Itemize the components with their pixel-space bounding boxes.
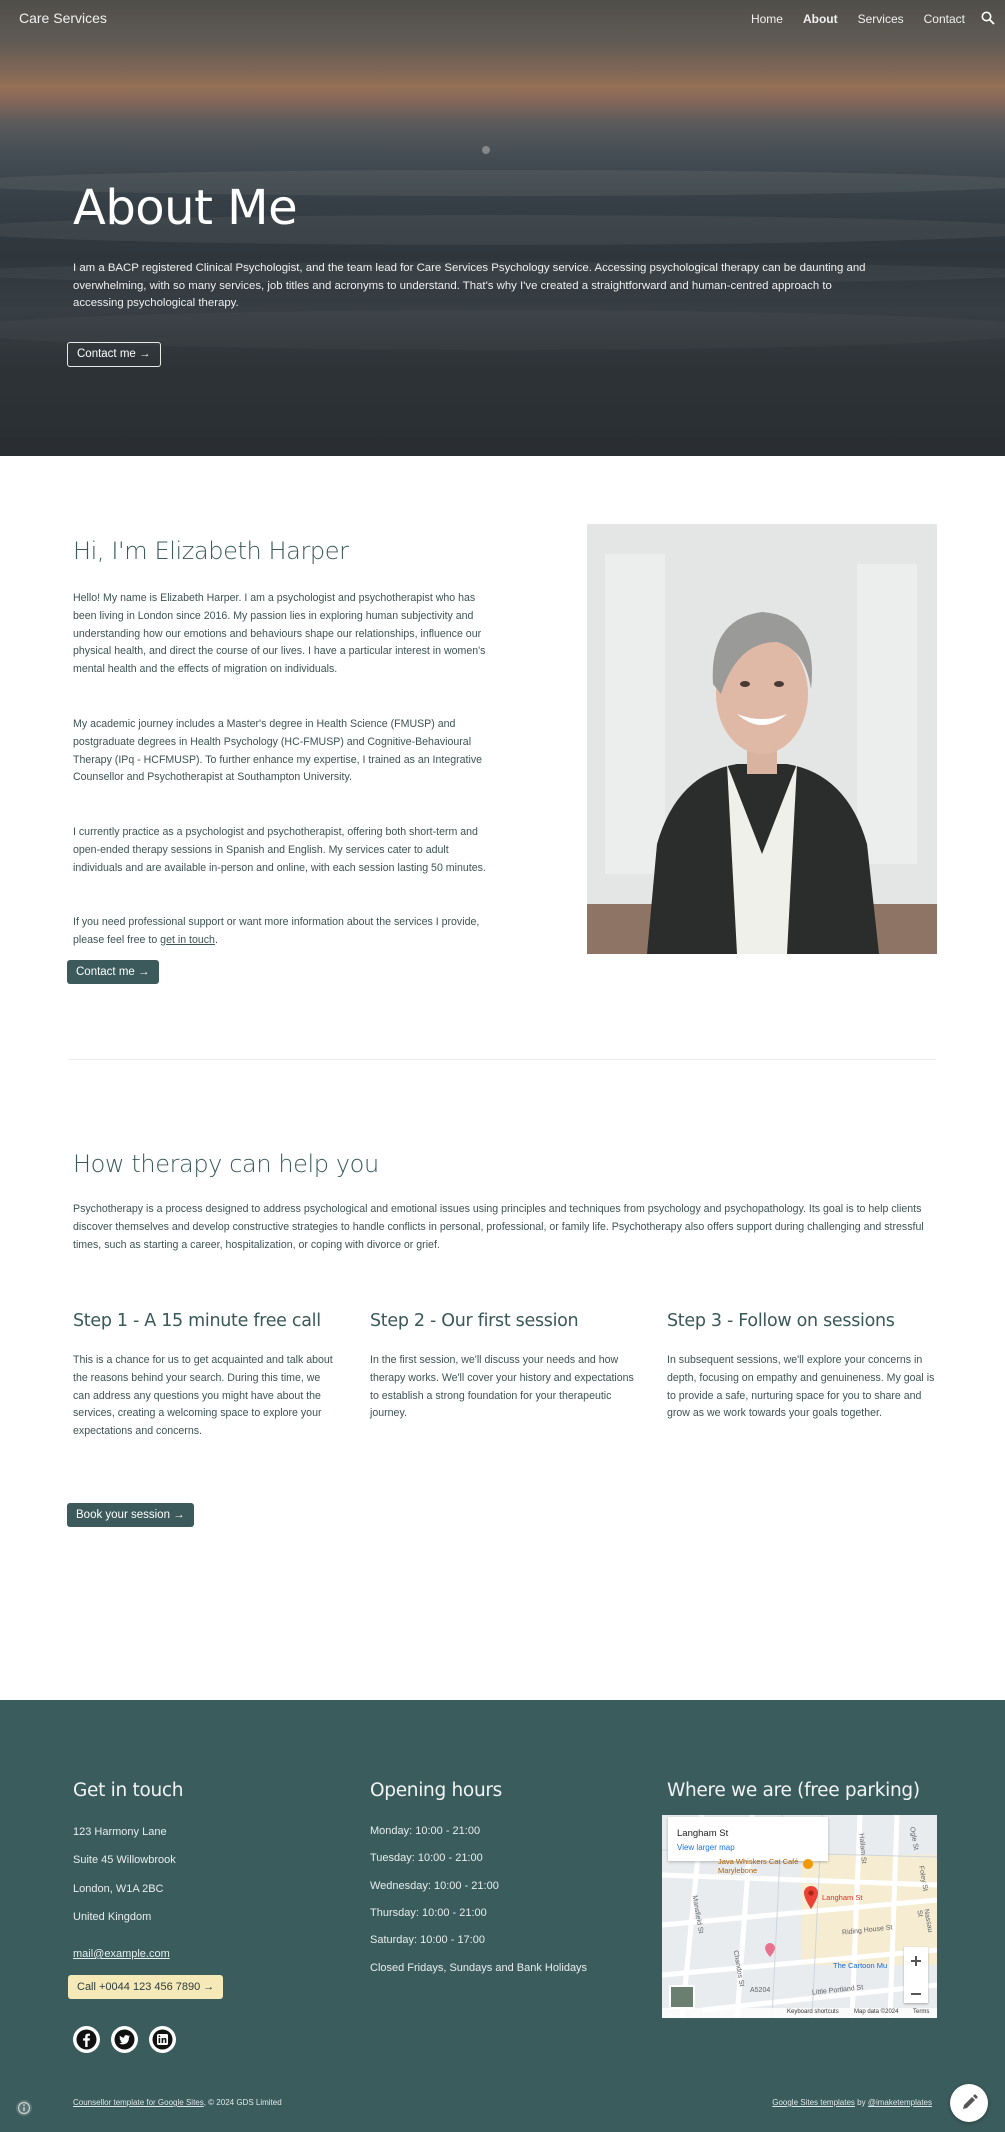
about-text: If you need professional support or want more information about the services I provide, please feel free to [73,916,480,946]
hours-line: Monday: 10:00 - 21:00 [370,1825,481,1837]
about-paragraph: Hello! My name is Elizabeth Harper. I am a psychologist and psychotherapist who has been living in London since 2016. My passion lies in exploring human subjectivity and understanding how our emotions and behaviours shape our relationships, influence our physical health, and direct the course of our lives. I have a particular interest in women's mental health and the effects of migration on individuals. [73,592,486,676]
satellite-toggle[interactable] [669,1985,695,2009]
address-line: London, W1A 2BC [73,1883,164,1895]
map-data-text: Map data ©2024 [854,2009,899,2015]
email-link[interactable]: mail@example.com [73,1948,170,1960]
map-label-street: Foley St [917,1865,929,1892]
location-pin-icon [803,1885,819,1909]
pencil-icon [950,2084,988,2122]
zoom-out-icon[interactable] [904,1980,928,2008]
hours-line: Tuesday: 10:00 - 21:00 [370,1852,483,1864]
map-label-langham: Langham St [822,1893,863,1902]
hero-title: About Me [73,180,298,236]
terms-link[interactable]: Terms [913,2009,930,2015]
linkedin-icon[interactable] [149,2026,176,2053]
by-text: by [854,2098,868,2107]
nav-about[interactable]: About [802,12,838,26]
map-label-road: A5204 [750,1987,771,1994]
book-session-button[interactable]: Book your session → [67,1503,194,1527]
hours-title: Opening hours [370,1780,503,1801]
map-label-street: Chandos St [731,1949,745,1988]
keyboard-shortcuts-link[interactable]: Keyboard shortcuts [787,2009,839,2015]
get-in-touch-link[interactable]: get in touch [160,933,215,946]
main-nav [751,12,965,26]
step-2-title: Step 2 - Our first session [370,1311,579,1331]
nav-home[interactable]: Home [750,12,783,26]
embedded-map[interactable] [662,1815,937,2018]
hero-text: I am a BACP registered Clinical Psychologist, and the team lead for Care Services Psychology service. Accessing psychological therapy can be daunting and overwhelming, with so many services, job titles and acronyms to understand. That's why I've created a straightforward and human-centred approach to accessing psychological therapy. [73,262,866,310]
zoom-in-icon[interactable] [904,1947,928,1975]
section-divider [68,1059,936,1060]
map-label-street: Riding House St [841,1924,893,1937]
about-title: Hi, I'm Elizabeth Harper [73,537,349,565]
portrait-image [587,524,937,954]
step-1-title: Step 1 - A 15 minute free call [73,1311,321,1331]
about-paragraph [73,914,491,950]
address-line: 123 Harmony Lane [73,1826,167,1838]
template-link[interactable]: Counsellor template for Google Sites [73,2098,204,2107]
map-label-museum: The Cartoon Mu [833,1961,888,1970]
museum-pin-icon [764,1943,776,1957]
step-2-text: In the first session, we'll discuss your needs and how therapy works. We'll cover your history and expectations to establish a strong foundation for your therapeutic journey. [370,1354,634,1420]
footer-credit-right [772,2098,932,2107]
hours-line: Saturday: 10:00 - 17:00 [370,1934,485,1946]
top-bar [0,0,1005,38]
map-label-street: Ogle St [908,1826,920,1851]
about-text: . [214,933,218,946]
view-larger-map-link[interactable]: View larger map [677,1843,735,1852]
map-place-card [668,1817,828,1861]
step-1-text: This is a chance for us to get acquainted and talk about the reasons behind your search. During this time, we can address any questions you might have about the services, creating a welcoming space to explore your expectations and concerns. [73,1354,333,1438]
about-paragraph: My academic journey includes a Master's degree in Health Science (FMUSP) and postgraduate degrees in Health Psychology (HC-FMUSP) and Cognitive-Behavioural Therapy (IPq - HCFMUSP). To further enhance my expertise, I trained as an Integrative Counsellor and Psychotherapist at Southampton University. [73,718,483,784]
map-title: Where we are (free parking) [667,1780,920,1801]
edit-button[interactable] [950,2084,988,2122]
hero-contact-button[interactable]: Contact me → [67,342,161,367]
search-icon[interactable] [981,11,995,25]
map-zoom-controls [904,1947,928,2003]
footer-credit-left [73,2098,282,2107]
hero-section [0,0,1005,456]
therapy-text: Psychotherapy is a process designed to address psychological and emotional issues using principles and techniques from psychology and psychopathology. Its goal is to help clients discover themselves and develop constructive strategies to handle conflicts in personal, professional, or family life. Psychotherapy also offers support during challenging and stressful times, such as starting a career, hospitalization, or coping with divorce or grief. [73,1203,924,1251]
step-3-text: In subsequent sessions, we'll explore your concerns in depth, focusing on empathy and genuineness. My goal is to provide a safe, nurturing space for you to share and grow as we work towards your goals together. [667,1354,935,1420]
address-line: Suite 45 Willowbrook [73,1854,176,1866]
map-label-street: Mansfield St [690,1894,705,1935]
step-3-title: Step 3 - Follow on sessions [667,1311,895,1331]
twitter-icon[interactable] [111,2026,138,2053]
address-line: United Kingdom [73,1911,152,1923]
imaketemplates-link[interactable]: @imaketemplates [867,2098,932,2107]
map-place-name: Langham St [677,1828,729,1839]
about-contact-button[interactable]: Contact me → [67,960,159,984]
map-attribution-bar [662,2008,937,2018]
copyright-text: , © 2024 GDS Limited [203,2098,282,2107]
call-button[interactable]: Call +0044 123 456 7890 → [68,1975,223,1999]
map-label-street: Nassau St [915,1908,934,1934]
hours-line: Thursday: 10:00 - 21:00 [370,1907,487,1919]
map-label-street: Little Portland St [811,1984,864,1997]
google-sites-templates-link[interactable]: Google Sites templates [772,2098,855,2107]
map-label-cafe: Java Whiskers Cat Café Marylebone [718,1857,799,1875]
map-label-street: Hallam St [857,1833,867,1864]
therapy-title: How therapy can help you [73,1150,379,1178]
cafe-pin-icon [802,1858,814,1870]
portrait-illustration [587,524,937,954]
facebook-icon[interactable] [73,2026,100,2053]
site-title[interactable]: Care Services [19,10,107,26]
nav-services[interactable]: Services [857,12,904,26]
nav-contact[interactable]: Contact [923,12,965,26]
hours-line: Wednesday: 10:00 - 21:00 [370,1880,499,1892]
info-icon[interactable] [16,2100,32,2116]
hours-line: Closed Fridays, Sundays and Bank Holidays [370,1962,588,1974]
about-paragraph: I currently practice as a psychologist and psychotherapist, offering both short-term and open-ended therapy sessions in Spanish and English. My services cater to adult individuals and are available in-person and online, with each session lasting 50 minutes. [73,826,486,874]
contact-title: Get in touch [73,1780,184,1801]
